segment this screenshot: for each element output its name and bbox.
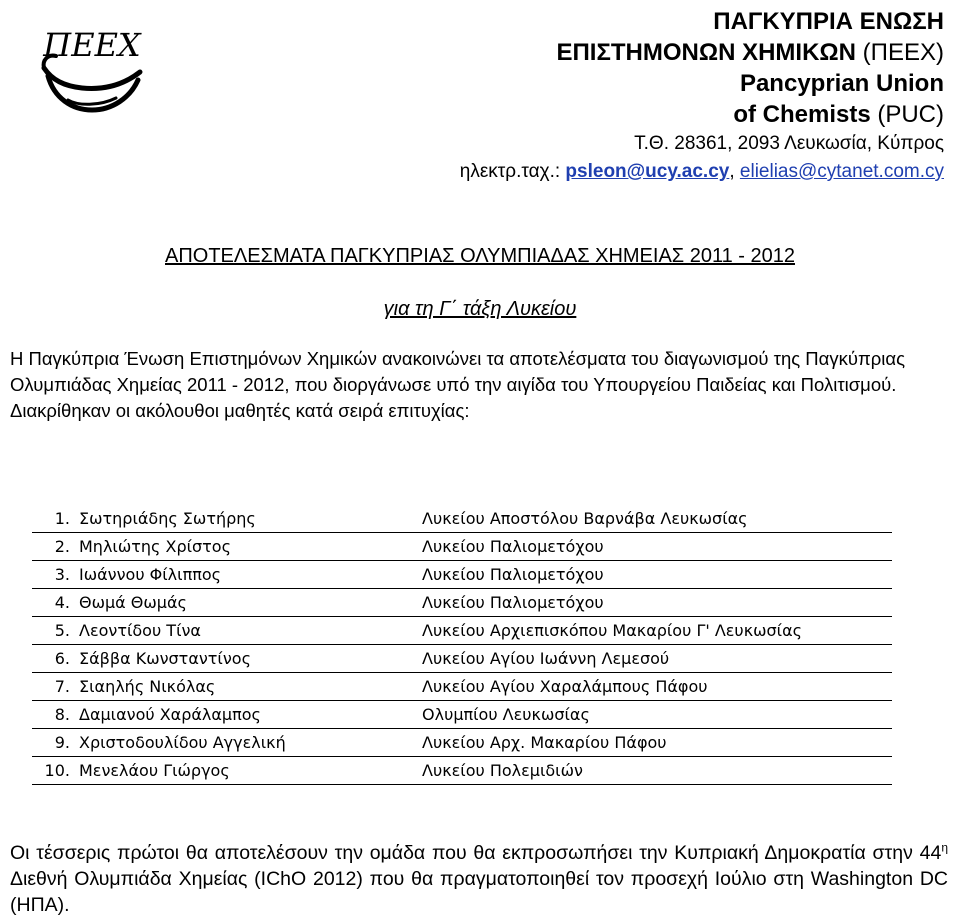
organization-logo	[38, 10, 148, 118]
table-row	[32, 505, 892, 533]
student-name-cell: Μηλιώτης Χρίστος	[79, 533, 422, 561]
rank-cell: 6.	[32, 645, 79, 673]
hands-logo-icon	[38, 10, 148, 118]
table-row	[32, 561, 892, 589]
student-name-cell: Ιωάννου Φίλιππος	[79, 561, 422, 589]
school-cell: Λυκείου Αγίου Ιωάννη Λεμεσού	[422, 645, 892, 673]
org-name-gr-line2	[460, 37, 944, 68]
student-name-cell: Σωτηριάδης Σωτήρης	[79, 505, 422, 533]
rank-cell: 9.	[32, 729, 79, 757]
rank-cell: 1.	[32, 505, 79, 533]
table-row	[32, 589, 892, 617]
document-title: ΑΠΟΤΕΛΕΣΜΑΤΑ ΠΑΓΚΥΠΡΙΑΣ ΟΛΥΜΠΙΑΔΑΣ ΧΗΜΕΙΑΣ 2011 - 2012	[165, 245, 795, 267]
rank-cell: 8.	[32, 701, 79, 729]
closing-superscript: η	[941, 840, 948, 855]
email-link-1[interactable]: psleon@ucy.ac.cy	[565, 161, 730, 182]
org-abbr-gr: (ΠΕΕΧ)	[862, 39, 944, 66]
school-cell: Λυκείου Παλιομετόχου	[422, 533, 892, 561]
table-row	[32, 533, 892, 561]
rank-cell: 4.	[32, 589, 79, 617]
org-name-gr-text: ΕΠΙΣΤΗΜΟΝΩΝ ΧΗΜΙΚΩΝ	[556, 39, 856, 66]
student-name-cell: Δαμιανού Χαράλαμπος	[79, 701, 422, 729]
email-label: ηλεκτρ.ταχ.:	[459, 161, 561, 182]
rank-cell: 3.	[32, 561, 79, 589]
logo-text: ΠΕΕΧ	[43, 26, 141, 64]
intro-paragraph: Η Παγκύπρια Ένωση Επιστημόνων Χημικών ανακοινώνει τα αποτελέσματα του διαγωνισμού της Παγκύπριας Ολυμπιάδας Χημείας 2011 - 2012, που διοργάνωσε υπό την αιγίδα του Υπουργείου Παιδείας και Πολιτισμού. Διακρίθηκαν οι ακόλουθοι μαθητές κατά σειρά επιτυχίας:	[10, 348, 905, 421]
rank-cell: 7.	[32, 673, 79, 701]
table-row	[32, 645, 892, 673]
rank-cell: 2.	[32, 533, 79, 561]
school-cell: Λυκείου Αποστόλου Βαρνάβα Λευκωσίας	[422, 505, 892, 533]
closing-text-part1: Οι τέσσερις πρώτοι θα αποτελέσουν την ομάδα που θα εκπροσωπήσει την Κυπριακή Δημοκρατία στην 44	[10, 842, 942, 864]
table-row	[32, 729, 892, 757]
school-cell: Λυκείου Αρχιεπισκόπου Μακαρίου Γ' Λευκωσίας	[422, 617, 892, 645]
table-row	[32, 673, 892, 701]
table-row	[32, 757, 892, 785]
student-name-cell: Χριστοδουλίδου Αγγελική	[79, 729, 422, 757]
results-table-body	[32, 505, 892, 785]
organization-header	[460, 6, 944, 186]
results-table	[32, 505, 892, 785]
school-cell: Λυκείου Αγίου Χαραλάμπους Πάφου	[422, 673, 892, 701]
school-cell: Λυκείου Πολεμιδιών	[422, 757, 892, 785]
school-cell: Ολυμπίου Λευκωσίας	[422, 701, 892, 729]
org-name-en-line1: Pancyprian Union	[739, 70, 944, 97]
closing-text-part2: Διεθνή Ολυμπιάδα Χημείας (IChO 2012) που θα πραγματοποιηθεί τον προσεχή Ιούλιο στη Washington DC (ΗΠΑ).	[10, 868, 948, 916]
org-email-line	[460, 158, 944, 186]
school-cell: Λυκείου Παλιομετόχου	[422, 589, 892, 617]
student-name-cell: Σιαηλής Νικόλας	[79, 673, 422, 701]
rank-cell: 5.	[32, 617, 79, 645]
table-row	[32, 701, 892, 729]
org-name-en-line2	[460, 99, 944, 130]
student-name-cell: Θωμά Θωμάς	[79, 589, 422, 617]
rank-cell: 10.	[32, 757, 79, 785]
email-separator: ,	[729, 161, 735, 182]
closing-paragraph	[10, 840, 948, 918]
org-abbr-en: (PUC)	[877, 101, 944, 128]
student-name-cell: Σάββα Κωνσταντίνος	[79, 645, 422, 673]
org-address: Τ.Θ. 28361, 2093 Λευκωσία, Κύπρος	[634, 133, 944, 154]
student-name-cell: Λεοντίδου Τίνα	[79, 617, 422, 645]
student-name-cell: Μενελάου Γιώργος	[79, 757, 422, 785]
school-cell: Λυκείου Παλιομετόχου	[422, 561, 892, 589]
org-name-en-text: of Chemists	[733, 101, 871, 128]
org-name-gr-line1: ΠΑΓΚΥΠΡΙΑ ΕΝΩΣΗ	[713, 8, 944, 35]
document-subtitle: για τη Γ΄ τάξη Λυκείου	[383, 298, 577, 320]
table-row	[32, 617, 892, 645]
email-link-2[interactable]: elielias@cytanet.com.cy	[739, 161, 944, 182]
school-cell: Λυκείου Αρχ. Μακαρίου Πάφου	[422, 729, 892, 757]
